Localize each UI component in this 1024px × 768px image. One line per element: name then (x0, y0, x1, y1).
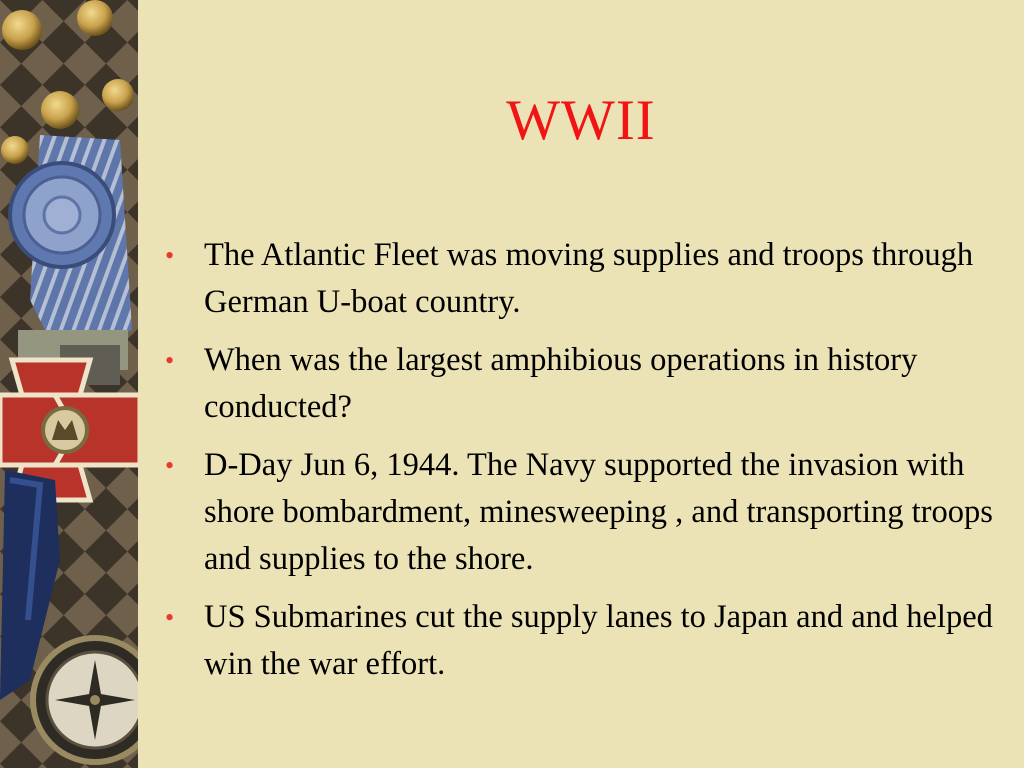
list-item (165, 232, 1005, 326)
bullet-icon: • (165, 451, 175, 480)
bullet-icon: • (165, 346, 175, 375)
bullet-icon: • (165, 241, 175, 270)
medal-compass-collage-icon (0, 0, 138, 768)
list-item (165, 442, 1005, 583)
bullet-text: US Submarines cut the supply lanes to Japan and and helped win the war effort. (204, 599, 993, 682)
bullet-text: When was the largest amphibious operations in history conducted? (204, 342, 918, 425)
bullet-icon: • (165, 603, 175, 632)
bullet-text: The Atlantic Fleet was moving supplies and troops through German U-boat country. (204, 237, 974, 320)
list-item (165, 594, 1005, 688)
bullet-list (165, 232, 1005, 699)
bullet-text: D-Day Jun 6, 1944. The Navy supported the invasion with shore bombardment, minesweeping , and transporting troops and supplies to the shore. (204, 447, 993, 577)
slide-title: WWII (506, 89, 656, 152)
list-item (165, 337, 1005, 431)
